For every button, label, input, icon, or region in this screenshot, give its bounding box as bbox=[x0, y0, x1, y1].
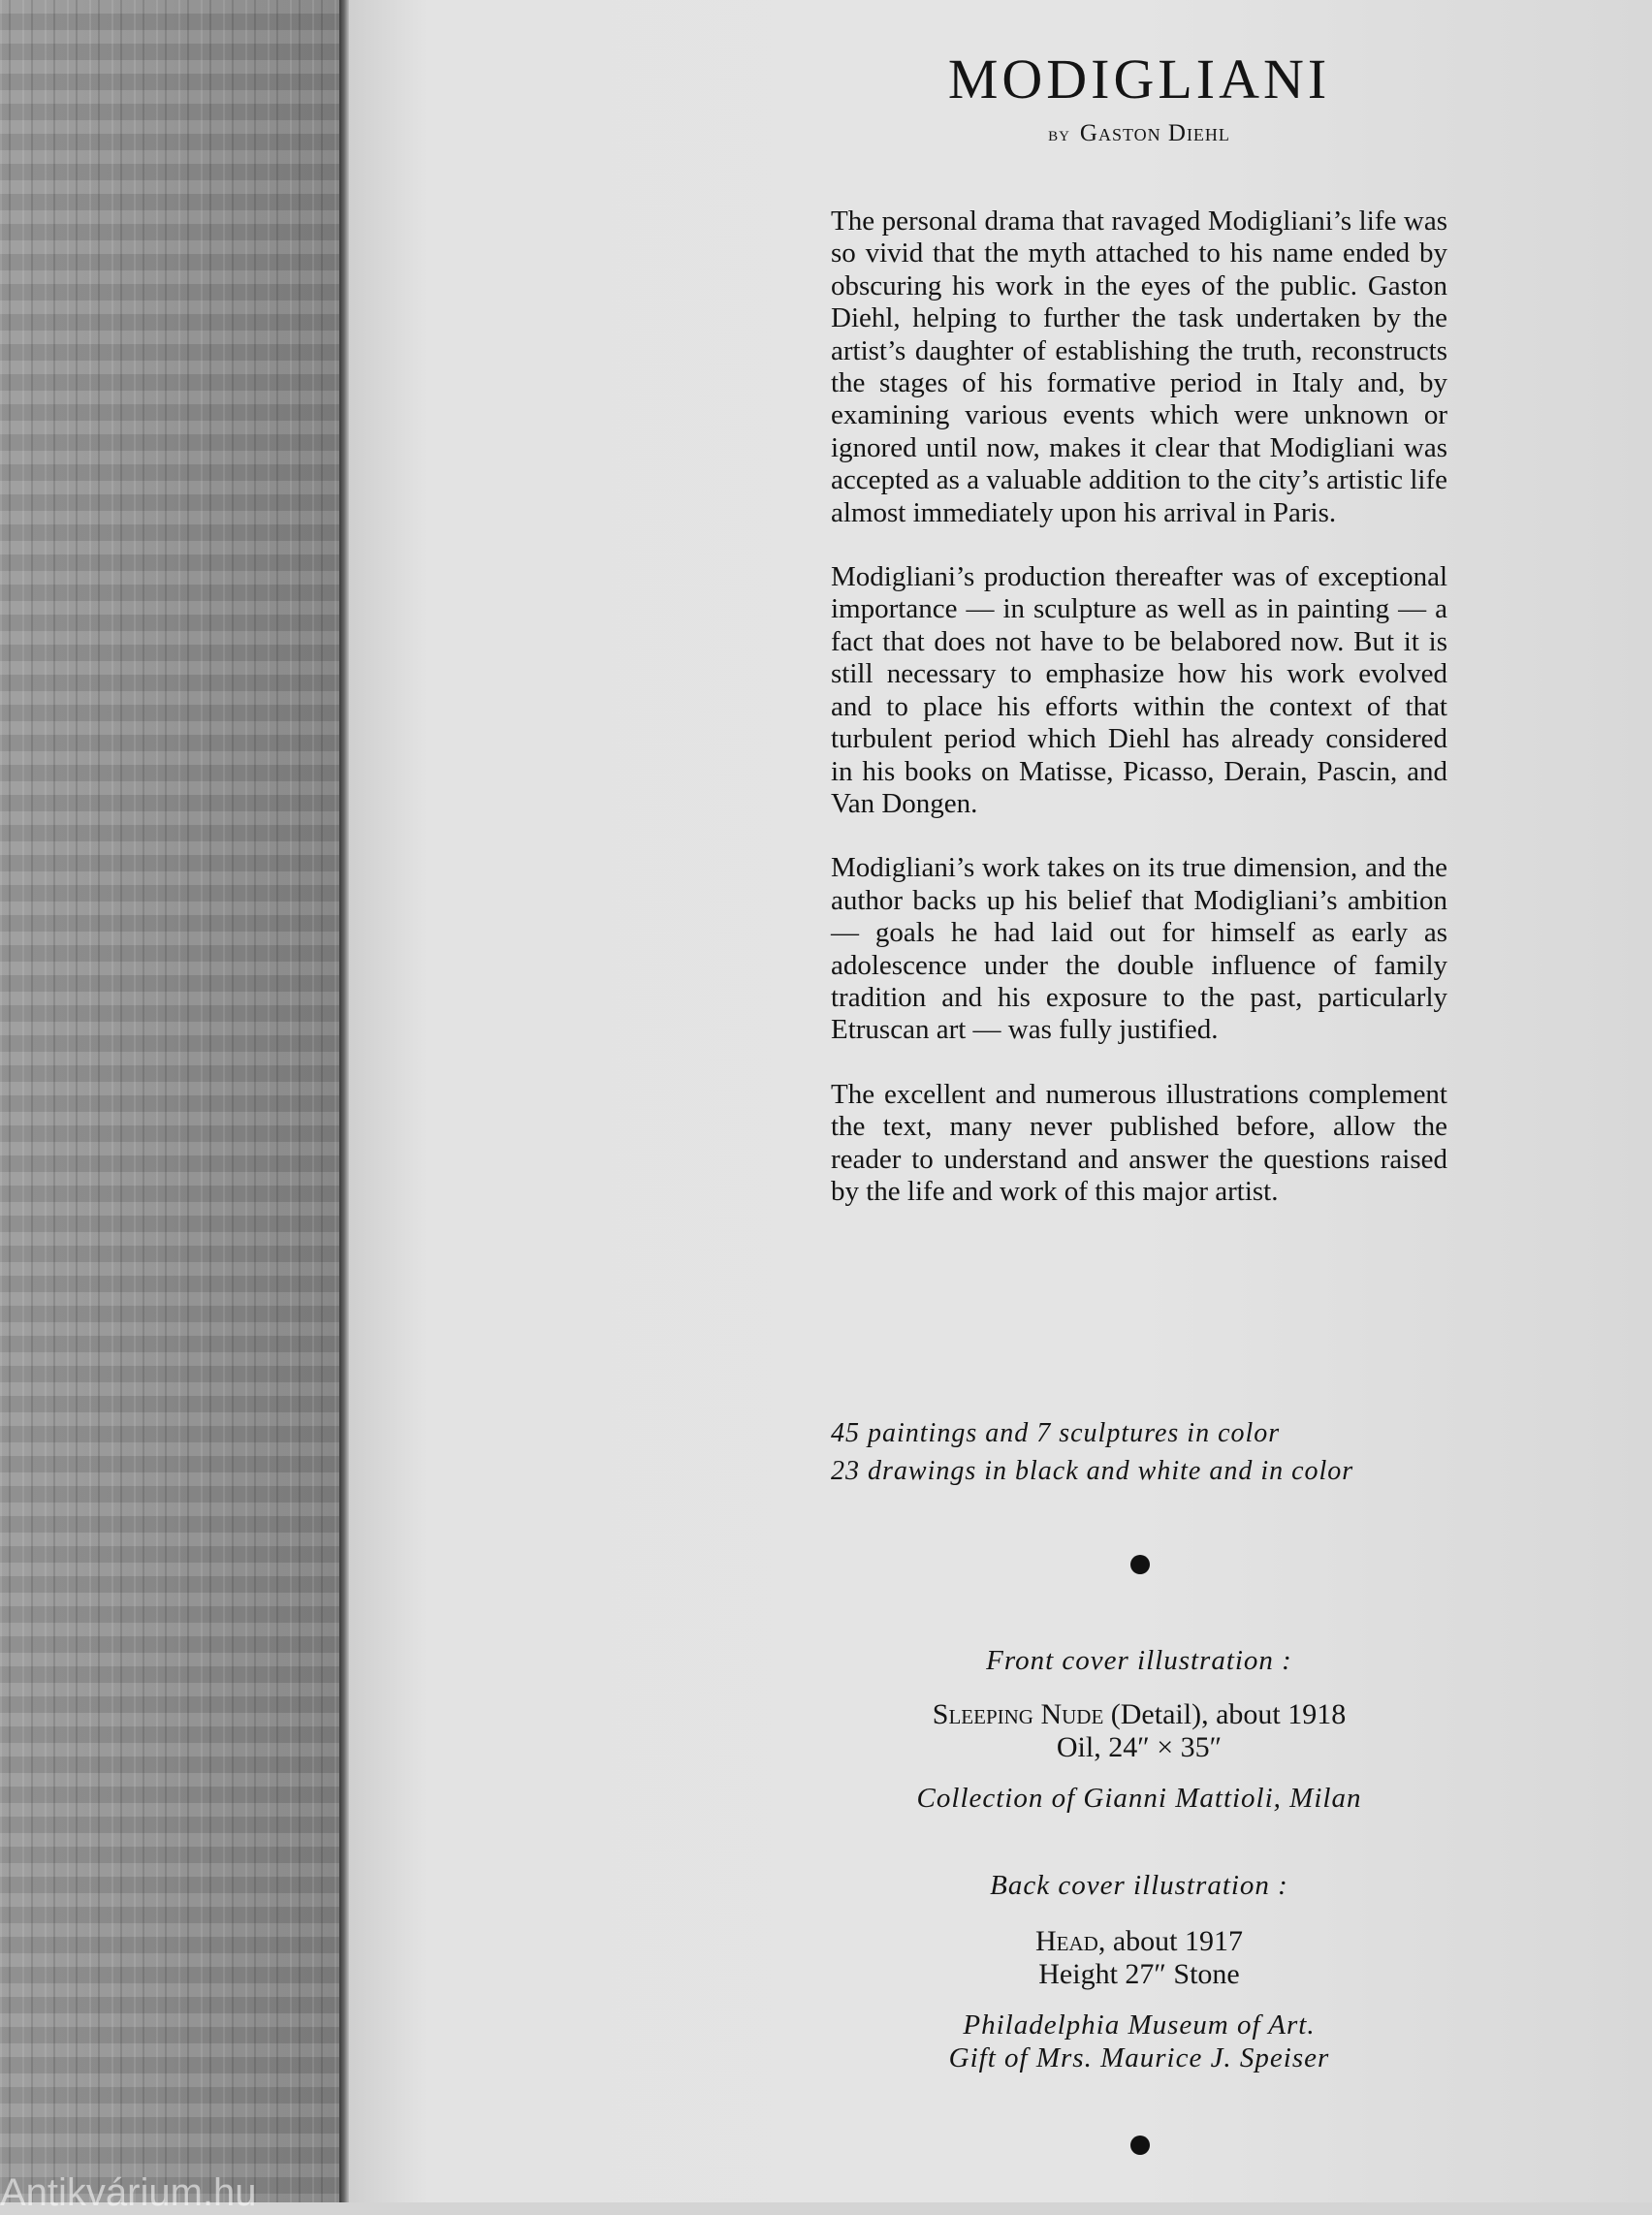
cover-board bbox=[0, 0, 343, 2202]
byline-prefix: by bbox=[1048, 121, 1070, 145]
stats-line: 23 drawings in black and white and in color bbox=[831, 1456, 1354, 1486]
back-cover-work bbox=[831, 1925, 1447, 1958]
watermark: Antikvárium.hu bbox=[0, 2171, 257, 2214]
spine-shadow bbox=[339, 0, 349, 2202]
book-flap-page bbox=[349, 0, 1652, 2202]
back-cover-work-title: Head bbox=[1035, 1925, 1098, 1957]
illustration-counts bbox=[831, 1414, 1447, 1490]
back-cover-collection bbox=[831, 2009, 1447, 2074]
front-cover-work-title: Sleeping Nude bbox=[932, 1698, 1104, 1730]
front-cover-work-date: (Detail), about 1918 bbox=[1103, 1698, 1347, 1730]
byline bbox=[831, 120, 1447, 147]
paragraph: The personal drama that ravaged Modigliani’s life was so vivid that the myth attached to his name ended by obscuring his work in the eyes of the public. Gaston Diehl, helping to further the task undertaken by the artist’s daughter of establishing the truth, reconstructs the stages of his formative period in Italy and, by examining various events which were unknown or ignored until now, makes it clear that Modigliani was accepted as a valuable addition to the city’s artistic life almost immediately upon his arrival in Paris. bbox=[831, 206, 1447, 528]
back-cover-credit bbox=[831, 1870, 1447, 2074]
paragraph: Modigliani’s production thereafter was of exceptional importance — in sculpture as well as in painting — a fact that does not have to be belabored now. But it is still necessary to emphasize how his work evolved and to place his efforts within the context of that turbulent period which Diehl has already considered in his books on Matisse, Picasso, Derain, Pascin, and Van Dongen. bbox=[831, 561, 1447, 819]
paragraph: Modigliani’s work takes on its true dimension, and the author backs up his belief that Modigliani’s ambition — goals he had laid out for himself as early as adolescence under the double influence of family tradition and his exposure to the past, particularly Etruscan art — was fully justified. bbox=[831, 852, 1447, 1046]
back-cover-medium: Height 27″ Stone bbox=[1038, 1958, 1240, 1990]
front-cover-medium: Oil, 24″ × 35″ bbox=[1056, 1731, 1223, 1763]
description-body bbox=[831, 206, 1447, 1240]
back-cover-collection-line: Gift of Mrs. Maurice J. Speiser bbox=[948, 2042, 1330, 2073]
paragraph: The excellent and numerous illustrations complement the text, many never published before, allow the reader to understand and answer the questions raised by the life and work of this major artist. bbox=[831, 1078, 1447, 1207]
bullet-ornament bbox=[1130, 2136, 1150, 2155]
back-cover-work-date: , about 1917 bbox=[1097, 1925, 1243, 1957]
author-name: Gaston Diehl bbox=[1079, 120, 1230, 146]
front-cover-heading: Front cover illustration : bbox=[986, 1645, 1292, 1676]
front-cover-collection: Collection of Gianni Mattioli, Milan bbox=[916, 1783, 1362, 1814]
back-cover-heading: Back cover illustration : bbox=[990, 1870, 1288, 1901]
book-title: MODIGLIANI bbox=[947, 47, 1331, 111]
back-cover-collection-line: Philadelphia Museum of Art. bbox=[963, 2009, 1316, 2041]
bullet-ornament bbox=[1130, 1555, 1150, 1574]
front-cover-credit bbox=[831, 1645, 1447, 1815]
front-cover-work bbox=[831, 1698, 1447, 1731]
stats-line: 45 paintings and 7 sculptures in color bbox=[831, 1418, 1281, 1448]
